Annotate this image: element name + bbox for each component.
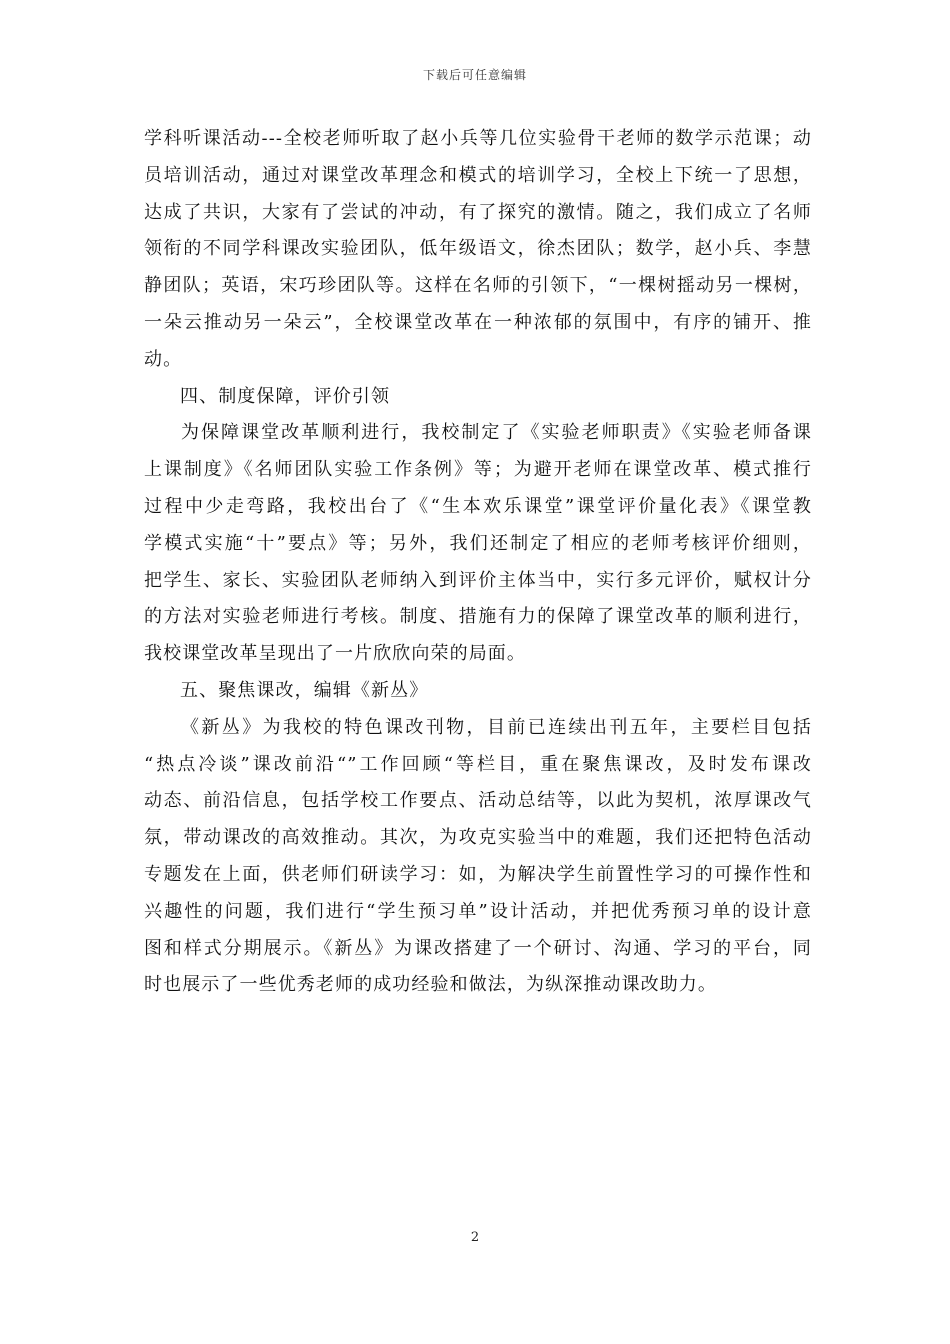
paragraph-line: 的方法对实验老师进行考核。制度、措施有力的保障了课堂改革的顺利进行， <box>144 606 812 628</box>
page-header: 下载后可任意编辑 <box>422 68 527 82</box>
paragraph-line: 领衔的不同学科课改实验团队，低年级语文，徐杰团队；数学，赵小兵、李慧 <box>144 238 812 260</box>
paragraph-line: 时也展示了一些优秀老师的成功经验和做法，为纵深推动课改助力。 <box>144 974 717 996</box>
paragraph-line: 学科听课活动---全校老师听取了赵小兵等几位实验骨干老师的数学示范课；动 <box>144 128 812 149</box>
paragraph-line: “热点冷谈”课改前沿“”工作回顾“等栏目，重在聚焦课改，及时发布课改 <box>144 753 812 775</box>
paragraph-line: 员培训活动，通过对课堂改革理念和模式的培训学习，全校上下统一了思想， <box>144 164 812 186</box>
paragraph-line: 动。 <box>144 348 183 370</box>
paragraph-line: 达成了共识，大家有了尝试的冲动，有了探究的激情。随之，我们成立了名师 <box>144 201 812 223</box>
page-number: 2 <box>470 1230 480 1245</box>
paragraph-line: 专题发在上面，供老师们研读学习：如，为解决学生前置性学习的可操作性和 <box>144 863 812 885</box>
paragraph-line: 《新丛》为我校的特色课改刊物，目前已连续出刊五年，主要栏目包括 <box>181 716 812 738</box>
paragraph-line: 学模式实施“十”要点》等；另外，我们还制定了相应的老师考核评价细则， <box>144 532 812 554</box>
section-heading: 四、制度保障，评价引领 <box>180 385 391 407</box>
paragraph-line: 氛，带动课改的高效推动。其次，为攻克实验当中的难题，我们还把特色活动 <box>144 827 812 849</box>
paragraph-line: 一朵云推动另一朵云”，全校课堂改革在一种浓郁的氛围中，有序的铺开、推 <box>144 311 812 333</box>
paragraph-line: 动态、前沿信息，包括学校工作要点、活动总结等，以此为契机，浓厚课改气 <box>144 790 812 812</box>
paragraph-line: 过程中少走弯路，我校出台了《“生本欢乐课堂”课堂评价量化表》《课堂教 <box>144 495 812 517</box>
paragraph-line: 为保障课堂改革顺利进行，我校制定了《实验老师职责》《实验老师备课 <box>181 422 812 444</box>
paragraph-line: 我校课堂改革呈现出了一片欣欣向荣的局面。 <box>144 643 526 665</box>
paragraph-line: 上课制度》《名师团队实验工作条例》等；为避开老师在课堂改革、模式推行 <box>144 459 812 481</box>
paragraph-line: 兴趣性的问题，我们进行“学生预习单”设计活动，并把优秀预习单的设计意 <box>144 900 812 922</box>
paragraph-line: 图和样式分期展示。《新丛》为课改搭建了一个研讨、沟通、学习的平台，同 <box>144 937 812 959</box>
document-body <box>144 121 812 1004</box>
paragraph-line: 把学生、家长、实验团队老师纳入到评价主体当中，实行多元评价，赋权计分 <box>144 569 812 591</box>
paragraph-line: 静团队；英语，宋巧珍团队等。这样在名师的引领下，“一棵树摇动另一棵树， <box>144 275 812 297</box>
section-heading: 五、聚焦课改，编辑《新丛》 <box>180 679 429 701</box>
